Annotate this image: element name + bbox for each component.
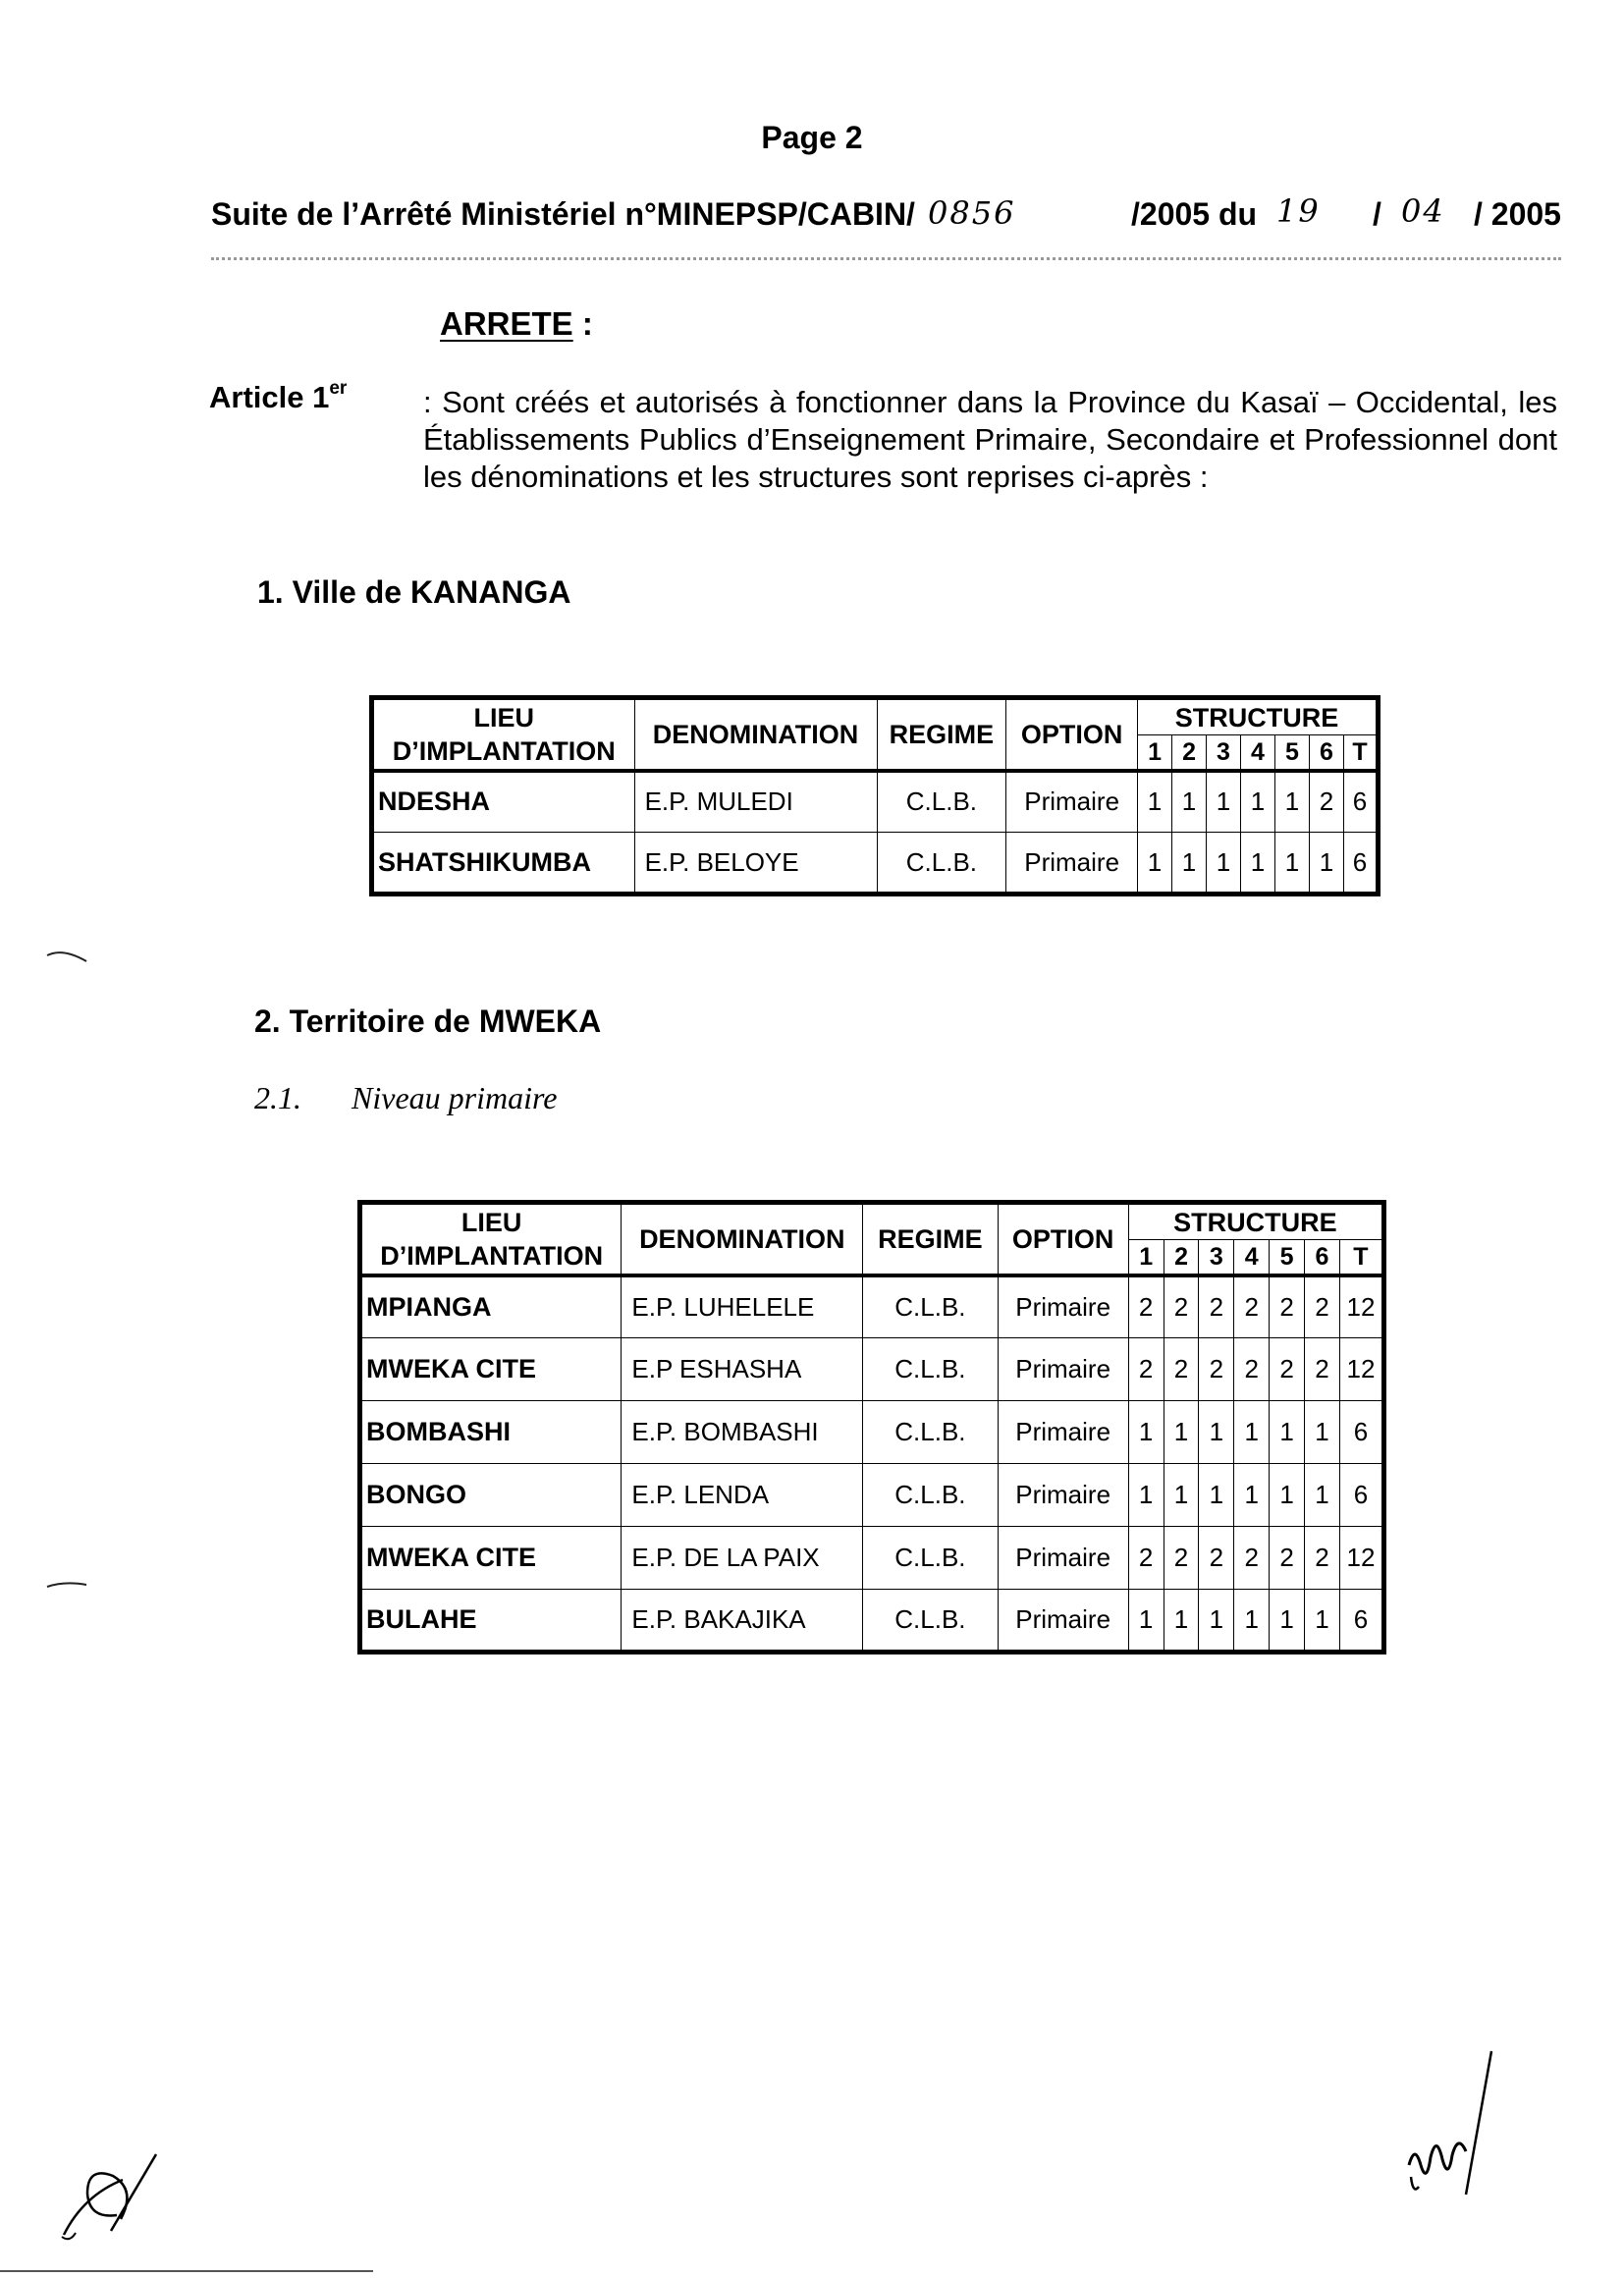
structure-col-total: T <box>1343 735 1378 771</box>
cell-structure-total: 6 <box>1339 1401 1383 1464</box>
col-lieu-line1: LIEU <box>473 702 535 732</box>
cell-option: Primaire <box>998 1338 1128 1401</box>
cell-structure-6: 1 <box>1305 1590 1340 1653</box>
cell-structure-4: 2 <box>1234 1527 1270 1590</box>
cell-lieu: BULAHE <box>360 1590 622 1653</box>
cell-structure-2: 1 <box>1164 1590 1199 1653</box>
cell-structure-6: 1 <box>1309 833 1343 895</box>
cell-structure-5: 1 <box>1270 1401 1305 1464</box>
cell-structure-total: 12 <box>1339 1275 1383 1338</box>
col-lieu-header <box>360 1203 622 1275</box>
cell-structure-2: 2 <box>1164 1338 1199 1401</box>
col-option-header: OPTION <box>998 1203 1128 1275</box>
col-structure-header: STRUCTURE <box>1128 1203 1383 1240</box>
cell-structure-6: 2 <box>1305 1527 1340 1590</box>
table-row <box>372 771 1379 833</box>
cell-structure-1: 1 <box>1138 771 1172 833</box>
cell-structure-1: 2 <box>1128 1275 1164 1338</box>
table-row <box>372 833 1379 895</box>
col-denomination-header: DENOMINATION <box>634 698 877 771</box>
handwritten-day: 19 <box>1276 192 1321 230</box>
cell-structure-5: 2 <box>1270 1527 1305 1590</box>
table-kananga <box>369 695 1380 896</box>
cell-structure-3: 2 <box>1199 1527 1234 1590</box>
cell-lieu: NDESHA <box>372 771 635 833</box>
decree-reference-prefix: Suite de l’Arrêté Ministériel n°MINEPSP/CABIN/ <box>211 196 915 232</box>
handwritten-decree-number: 0856 <box>928 194 1016 232</box>
cell-structure-5: 1 <box>1274 833 1309 895</box>
arrete-heading <box>440 305 593 343</box>
subsection-number: 2.1. <box>254 1080 301 1115</box>
cell-structure-3: 1 <box>1199 1464 1234 1527</box>
cell-lieu: MWEKA CITE <box>360 1527 622 1590</box>
cell-denomination: E.P. LUHELELE <box>622 1275 863 1338</box>
table-mweka-primaire <box>357 1200 1386 1654</box>
cell-structure-3: 1 <box>1207 771 1241 833</box>
cell-structure-2: 1 <box>1172 771 1207 833</box>
cell-structure-3: 1 <box>1199 1401 1234 1464</box>
article-label-text: Article 1 <box>209 380 330 414</box>
cell-structure-2: 2 <box>1164 1527 1199 1590</box>
cell-denomination: E.P ESHASHA <box>622 1338 863 1401</box>
margin-tick-mark <box>43 1571 92 1600</box>
table-row <box>360 1338 1384 1401</box>
cell-structure-1: 2 <box>1128 1338 1164 1401</box>
cell-structure-5: 1 <box>1270 1590 1305 1653</box>
cell-structure-2: 1 <box>1172 833 1207 895</box>
table-row <box>360 1590 1384 1653</box>
col-regime-header: REGIME <box>877 698 1006 771</box>
cell-structure-4: 1 <box>1241 833 1275 895</box>
cell-structure-4: 1 <box>1241 771 1275 833</box>
arrete-label: ARRETE <box>440 305 573 342</box>
cell-option: Primaire <box>998 1275 1128 1338</box>
decree-year-segment: /2005 du <box>1131 196 1258 232</box>
cell-lieu: BOMBASHI <box>360 1401 622 1464</box>
cell-structure-4: 1 <box>1234 1464 1270 1527</box>
cell-structure-2: 1 <box>1164 1401 1199 1464</box>
cell-structure-4: 1 <box>1234 1401 1270 1464</box>
cell-structure-total: 6 <box>1339 1464 1383 1527</box>
cell-structure-total: 6 <box>1343 833 1378 895</box>
cell-structure-5: 1 <box>1270 1464 1305 1527</box>
structure-col-6: 6 <box>1305 1240 1340 1275</box>
decree-year-end: / 2005 <box>1474 196 1561 232</box>
cell-regime: C.L.B. <box>863 1527 998 1590</box>
cell-option: Primaire <box>998 1527 1128 1590</box>
cell-structure-3: 2 <box>1199 1275 1234 1338</box>
structure-col-2: 2 <box>1164 1240 1199 1275</box>
structure-col-4: 4 <box>1234 1240 1270 1275</box>
subsection-title: Niveau primaire <box>352 1080 558 1115</box>
table-row <box>360 1464 1384 1527</box>
cell-structure-1: 1 <box>1128 1464 1164 1527</box>
section-2-heading: 2. Territoire de MWEKA <box>254 1003 602 1039</box>
cell-option: Primaire <box>998 1464 1128 1527</box>
col-option-header: OPTION <box>1006 698 1138 771</box>
article-body: : Sont créés et autorisés à fonctionner dans la Province du Kasaï – Occidental, les Établissements Publics d’Enseignement Primaire, Secondaire et Professionnel dont les dénominations et les structures sont reprises ci-après : <box>423 385 1557 494</box>
cell-structure-6: 1 <box>1305 1401 1340 1464</box>
cell-structure-4: 2 <box>1234 1275 1270 1338</box>
structure-col-6: 6 <box>1309 735 1343 771</box>
cell-regime: C.L.B. <box>863 1338 998 1401</box>
page-number: Page 2 <box>761 120 863 155</box>
col-structure-header: STRUCTURE <box>1138 698 1379 735</box>
cell-lieu: MWEKA CITE <box>360 1338 622 1401</box>
cell-structure-1: 1 <box>1128 1401 1164 1464</box>
col-denomination-header: DENOMINATION <box>622 1203 863 1275</box>
date-separator: / <box>1373 196 1381 232</box>
table-row <box>360 1275 1384 1338</box>
cell-denomination: E.P. BOMBASHI <box>622 1401 863 1464</box>
cell-structure-5: 2 <box>1270 1275 1305 1338</box>
decree-reference-line <box>211 192 1561 240</box>
cell-regime: C.L.B. <box>863 1275 998 1338</box>
cell-structure-1: 1 <box>1128 1590 1164 1653</box>
cell-structure-2: 2 <box>1164 1275 1199 1338</box>
cell-structure-total: 6 <box>1343 771 1378 833</box>
structure-col-2: 2 <box>1172 735 1207 771</box>
cell-structure-5: 1 <box>1274 771 1309 833</box>
col-regime-header: REGIME <box>863 1203 998 1275</box>
col-lieu-line2: D’IMPLANTATION <box>380 1240 604 1271</box>
cell-denomination: E.P. DE LA PAIX <box>622 1527 863 1590</box>
article-label-sup: er <box>329 378 348 399</box>
cell-option: Primaire <box>1006 833 1138 895</box>
structure-col-1: 1 <box>1138 735 1172 771</box>
col-lieu-line1: LIEU <box>460 1207 522 1237</box>
cell-structure-2: 1 <box>1164 1464 1199 1527</box>
section-1-heading: 1. Ville de KANANGA <box>257 574 571 610</box>
cell-structure-4: 1 <box>1234 1590 1270 1653</box>
cell-denomination: E.P. LENDA <box>622 1464 863 1527</box>
cell-lieu: BONGO <box>360 1464 622 1527</box>
structure-col-3: 3 <box>1199 1240 1234 1275</box>
structure-col-4: 4 <box>1241 735 1275 771</box>
cell-regime: C.L.B. <box>863 1401 998 1464</box>
signature-left <box>54 2141 162 2249</box>
article-label <box>209 378 347 415</box>
bottom-scan-edge <box>0 2270 373 2272</box>
cell-denomination: E.P. MULEDI <box>634 771 877 833</box>
cell-structure-3: 2 <box>1199 1338 1234 1401</box>
cell-structure-6: 2 <box>1309 771 1343 833</box>
margin-tick-mark <box>43 938 92 967</box>
table-row <box>360 1527 1384 1590</box>
arrete-colon: : <box>572 305 593 342</box>
cell-structure-total: 12 <box>1339 1527 1383 1590</box>
signature-right <box>1389 2047 1507 2204</box>
cell-option: Primaire <box>998 1590 1128 1653</box>
cell-denomination: E.P. BELOYE <box>634 833 877 895</box>
col-lieu-header <box>372 698 635 771</box>
cell-structure-5: 2 <box>1270 1338 1305 1401</box>
structure-col-5: 5 <box>1274 735 1309 771</box>
cell-structure-6: 1 <box>1305 1464 1340 1527</box>
header-divider <box>211 257 1561 260</box>
structure-col-3: 3 <box>1207 735 1241 771</box>
cell-denomination: E.P. BAKAJIKA <box>622 1590 863 1653</box>
cell-structure-3: 1 <box>1207 833 1241 895</box>
structure-col-5: 5 <box>1270 1240 1305 1275</box>
handwritten-month: 04 <box>1401 192 1445 230</box>
cell-structure-4: 2 <box>1234 1338 1270 1401</box>
cell-structure-6: 2 <box>1305 1275 1340 1338</box>
cell-regime: C.L.B. <box>877 833 1006 895</box>
cell-structure-6: 2 <box>1305 1338 1340 1401</box>
cell-lieu: SHATSHIKUMBA <box>372 833 635 895</box>
cell-regime: C.L.B. <box>877 771 1006 833</box>
cell-regime: C.L.B. <box>863 1464 998 1527</box>
col-lieu-line2: D’IMPLANTATION <box>392 735 616 766</box>
cell-lieu: MPIANGA <box>360 1275 622 1338</box>
structure-col-total: T <box>1339 1240 1383 1275</box>
table-row <box>360 1401 1384 1464</box>
cell-option: Primaire <box>998 1401 1128 1464</box>
cell-structure-1: 2 <box>1128 1527 1164 1590</box>
cell-regime: C.L.B. <box>863 1590 998 1653</box>
cell-structure-1: 1 <box>1138 833 1172 895</box>
cell-structure-3: 1 <box>1199 1590 1234 1653</box>
cell-structure-total: 6 <box>1339 1590 1383 1653</box>
structure-col-1: 1 <box>1128 1240 1164 1275</box>
cell-structure-total: 12 <box>1339 1338 1383 1401</box>
cell-option: Primaire <box>1006 771 1138 833</box>
